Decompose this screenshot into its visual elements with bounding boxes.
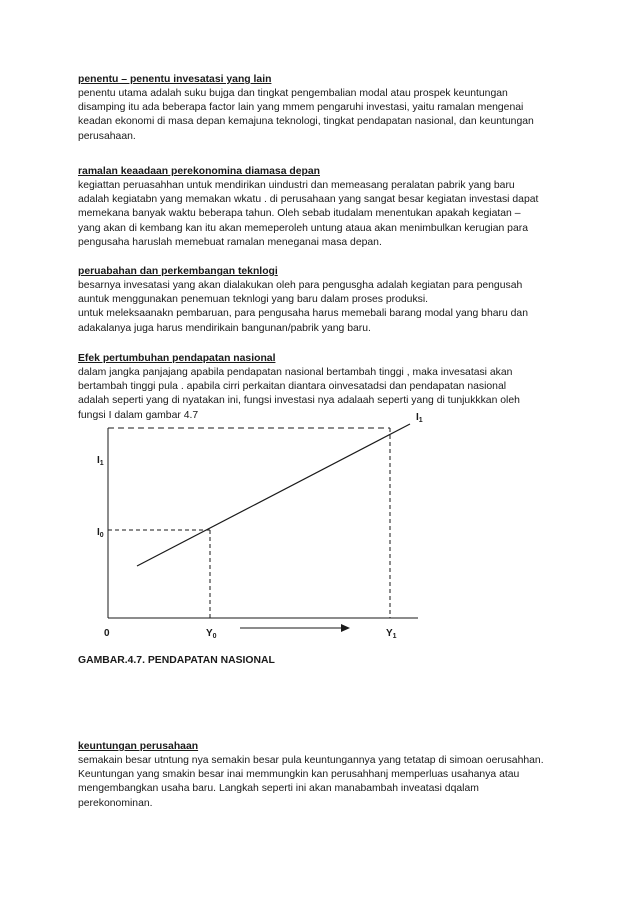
paragraph-line: perekonominan. [78, 797, 153, 809]
paragraph-line: yang akan di kembang kan itu akan memeperoleh untung ataua akan menimbulkan kerugian para [78, 222, 528, 234]
section-heading: peruabahan dan perkembangan teknlogi [78, 266, 278, 277]
section-heading: penentu – penentu invesatasi yang lain [78, 74, 272, 85]
axis-label-y1: $Y_1$ [386, 628, 397, 640]
paragraph-line: keadan ekonomi di masa depan kemajuna teknologi, tingkat pendapatan nasional, dan keuntungan [78, 116, 534, 128]
axis-label-y0: $Y_0$ [206, 628, 217, 640]
paragraph-line: fungsi I dalam gambar 4.7 [78, 409, 199, 421]
paragraph-line: dalam jangka panjajang apabila pendapatan nasional bertambah tinggi , maka invesatasi akan [78, 367, 513, 378]
paragraph-line: adalah kegiatabn yang memakan wkatu . di perusahaan yang sangat besar kegiatan investasi dapat [78, 194, 539, 206]
figure-caption: GAMBAR.4.7. PENDAPATAN NASIONAL [78, 655, 275, 666]
paragraph-line: kegiattan peruasahhan untuk mendirikan uindustri dan memeasang peralatan pabrik yang baru [78, 180, 515, 191]
section-heading: keuntungan perusahaan [78, 741, 199, 752]
arrow-head-icon [341, 624, 350, 632]
paragraph-line: semakain besar utntung nya semakin besar pula keuntungannya yang tetatap di simoan oerusahhan. [78, 755, 544, 766]
paragraph-line: pengusaha haruslah memebuat ramalan meneganai masa depan. [78, 236, 382, 248]
section-heading: ramalan keaadaan perekonomina diamasa depan [78, 166, 320, 177]
axis-label-i0: $I_0$ [97, 527, 104, 539]
investment-function-line [137, 424, 410, 566]
paragraph-line: perusahaan. [78, 130, 136, 142]
paragraph-line: adakalanya juga harus mendirikain bangunan/pabrik yang baru. [78, 322, 371, 334]
paragraph-line: adalah seperti yang di nyatakan ini, fungsi investasi nya adalaah seperti yang di tunjukkkan oleh [78, 395, 520, 407]
paragraph-line: disamping itu ada beberapa factor lain yang mmem pengaruhi investasi, yaitu ramalan mengenai [78, 102, 524, 114]
paragraph-line: untuk meleksaanakn pembaruan, para pengusaha harus memebali barang modal yang bharu dan [78, 308, 528, 320]
paragraph-line: mengembangkan usaha baru. Langkah seperti ini akan manabambah inveatasi dqalam [78, 783, 479, 795]
axis-label-i1: $I_1$ [97, 455, 104, 467]
paragraph-line: penentu utama adalah suku bujga dan tingkat pengembalian modal atau prospek keuntungan [78, 88, 508, 99]
paragraph-line: memekana banyak waktu beberapa tahun. Oleh sebab itudalam menentukan apakah kegiatan – [78, 208, 521, 220]
paragraph-line: Keuntungan yang smakin besar inai memmungkin kan perusahhanj memperluas usahanya atau [78, 769, 520, 781]
paragraph-line: bertambah tinggi pula . apabila cirri perkaitan diantara oinvesatadsi dan pendapatan nasional [78, 381, 507, 393]
paragraph-line: auntuk menggunakan penemuan teknlogi yang baru dalam proses produksi. [78, 294, 429, 306]
paragraph-line: besarnya invesatasi yang akan dialakukan oleh para pengusgha adalah kegiatan para pengusah [78, 280, 523, 291]
function-label-i1: $I_1$ [416, 412, 423, 424]
section-keuntungan [78, 740, 578, 811]
axis-origin-label: 0 [104, 628, 110, 639]
section-heading: Efek pertumbuhan pendapatan nasional [78, 353, 276, 364]
